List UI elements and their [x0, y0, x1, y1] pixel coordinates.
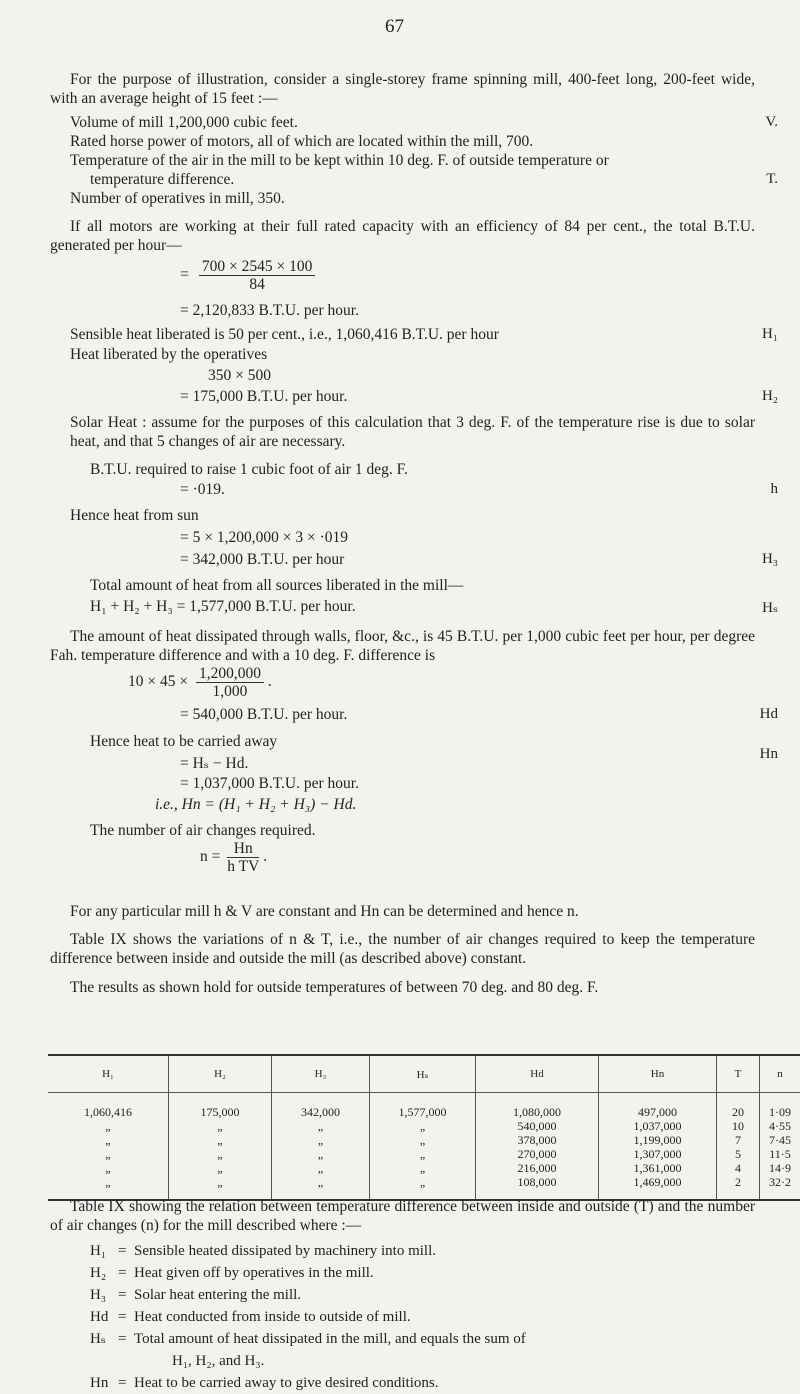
- param-temperature-line2: temperature difference.: [90, 171, 234, 189]
- operatives-result: = 175,000 B.T.U. per hour.: [180, 388, 347, 406]
- cell: 2: [717, 1175, 759, 1189]
- n-formula-suffix: .: [263, 848, 267, 865]
- calc-btu-numerator: 700 × 2545 × 100: [199, 258, 315, 276]
- param-operatives: Number of operatives in mill, 350.: [70, 190, 285, 208]
- total-heat-label: Total amount of heat from all sources liberated in the mill—: [90, 577, 463, 595]
- carry-away-step2: = 1,037,000 B.T.U. per hour.: [180, 775, 359, 793]
- definition-text: H₁, H₂, and H₃.: [134, 1350, 264, 1372]
- cell: 1,060,416: [48, 1105, 168, 1119]
- cell: 11·5: [760, 1147, 800, 1161]
- symbol-h2: H₂: [762, 388, 778, 405]
- definition-text: Heat conducted from inside to outside of mill.: [134, 1306, 411, 1328]
- cell: „: [370, 1119, 475, 1133]
- header-n: n: [760, 1055, 800, 1093]
- param-volume: Volume of mill 1,200,000 cubic feet.: [70, 114, 298, 132]
- definition-text: Sensible heated dissipated by machinery into mill.: [134, 1240, 436, 1262]
- page-number: 67: [385, 16, 404, 38]
- column-hd: [476, 1093, 599, 1201]
- sensible-heat-line: Sensible heat liberated is 50 per cent., i.e., 1,060,416 B.T.U. per hour: [70, 326, 499, 344]
- symbol-hn: Hn: [760, 746, 778, 763]
- n-formula: [200, 840, 267, 875]
- cell: „: [169, 1175, 271, 1189]
- definition-text: Heat to be carried away to give desired conditions.: [134, 1372, 438, 1394]
- cell: 7·45: [760, 1133, 800, 1147]
- cell: 1·09: [760, 1105, 800, 1119]
- cell: „: [48, 1119, 168, 1133]
- cell: 540,000: [476, 1119, 598, 1133]
- cell: „: [370, 1175, 475, 1189]
- cell: 20: [717, 1105, 759, 1119]
- definition-symbol: H₃: [90, 1284, 118, 1306]
- dissipation-calc-numerator: 1,200,000: [196, 665, 264, 683]
- cell: 4: [717, 1161, 759, 1175]
- symbol-hs: Hₛ: [762, 598, 778, 617]
- dissipation-calc: [128, 665, 272, 700]
- dissipation-paragraph: The amount of heat dissipated through walls, floor, &c., is 45 B.T.U. per 1,000 cubic feet per hour, per degree Fah. temperature difference and with a 10 deg. F. difference is: [50, 627, 755, 665]
- cell: 10: [717, 1119, 759, 1133]
- definition-row: H₃ = Solar heat entering the mill.: [90, 1284, 526, 1306]
- param-horse-power: Rated horse power of motors, all of which are located within the mill, 700.: [70, 133, 533, 151]
- cell: „: [272, 1175, 369, 1189]
- cell: 1,361,000: [599, 1161, 716, 1175]
- cell: 5: [717, 1147, 759, 1161]
- cell: 270,000: [476, 1147, 598, 1161]
- param-temperature-line1: Temperature of the air in the mill to be kept within 10 deg. F. of outside temperature or: [70, 152, 609, 170]
- cell: „: [169, 1133, 271, 1147]
- sun-heat-result: = 342,000 B.T.U. per hour: [180, 551, 344, 569]
- symbol-hd: Hd: [760, 706, 778, 723]
- cell: 342,000: [272, 1105, 369, 1119]
- n-formula-numerator: Hn: [227, 840, 259, 858]
- cell: „: [272, 1119, 369, 1133]
- cell: „: [48, 1147, 168, 1161]
- column-t: [717, 1093, 760, 1201]
- cell: „: [48, 1161, 168, 1175]
- cell: 32·2: [760, 1175, 800, 1189]
- operatives-calc: 350 × 500: [208, 367, 271, 385]
- cell: 216,000: [476, 1161, 598, 1175]
- dissipation-calc-denominator: 1,000: [196, 683, 264, 700]
- definition-symbol: Hn: [90, 1372, 118, 1394]
- cell: 1,469,000: [599, 1175, 716, 1189]
- dissipation-result: = 540,000 B.T.U. per hour.: [180, 706, 347, 724]
- results-paragraph: The results as shown hold for outside temperatures of between 70 deg. and 80 deg. F.: [50, 978, 755, 997]
- header-hd: Hd: [476, 1055, 599, 1093]
- definitions-list: [90, 1240, 526, 1394]
- sun-heat-calc: = 5 × 1,200,000 × 3 × ·019: [180, 529, 348, 547]
- definition-text: Heat given off by operatives in the mill.: [134, 1262, 374, 1284]
- dissipation-calc-suffix: .: [268, 673, 272, 690]
- symbol-t: T.: [766, 171, 778, 188]
- definition-symbol: Hd: [90, 1306, 118, 1328]
- table-header-row: [48, 1055, 800, 1093]
- cell: „: [48, 1133, 168, 1147]
- header-h1: H₁: [48, 1055, 169, 1093]
- air-changes-label: The number of air changes required.: [90, 822, 316, 840]
- definition-text: Total amount of heat dissipated in the mill, and equals the sum of: [134, 1328, 526, 1350]
- column-h3: [272, 1093, 370, 1201]
- definition-text: Solar heat entering the mill.: [134, 1284, 301, 1306]
- cell: 175,000: [169, 1105, 271, 1119]
- cell: 108,000: [476, 1175, 598, 1189]
- carry-away-step3: i.e., Hn = (H₁ + H₂ + H₃) − Hd.: [155, 796, 356, 814]
- cell: „: [272, 1133, 369, 1147]
- column-hn: [599, 1093, 717, 1201]
- cell: 1,307,000: [599, 1147, 716, 1161]
- cell: 1,080,000: [476, 1105, 598, 1119]
- cell: „: [272, 1161, 369, 1175]
- cell: „: [48, 1175, 168, 1189]
- n-formula-lhs: n =: [200, 848, 220, 865]
- header-t: T: [717, 1055, 760, 1093]
- header-hn: Hn: [599, 1055, 717, 1093]
- cell: „: [169, 1147, 271, 1161]
- definition-row: H₁ = Sensible heated dissipated by machinery into mill.: [90, 1240, 526, 1262]
- cell: 4·55: [760, 1119, 800, 1133]
- cell: „: [370, 1161, 475, 1175]
- cell: „: [169, 1161, 271, 1175]
- definition-row: [90, 1350, 526, 1372]
- symbol-h1: H₁: [762, 326, 778, 343]
- table-intro-paragraph: Table IX shows the variations of n & T, i.e., the number of air changes required to keep the temperature difference between inside and outside the mill (as described above) constant.: [50, 930, 755, 968]
- definition-symbol: [90, 1350, 118, 1372]
- cell: 7: [717, 1133, 759, 1147]
- cell: „: [169, 1119, 271, 1133]
- cell: 1,037,000: [599, 1119, 716, 1133]
- cell: „: [370, 1133, 475, 1147]
- header-hs: Hₛ: [370, 1055, 476, 1093]
- header-h3: H₃: [272, 1055, 370, 1093]
- definition-symbol: Hₛ: [90, 1328, 118, 1350]
- btu-raise-label: B.T.U. required to raise 1 cubic foot of air 1 deg. F.: [90, 461, 408, 479]
- symbol-h-small: h: [771, 481, 779, 498]
- column-h1: [48, 1093, 169, 1201]
- column-hs: [370, 1093, 476, 1201]
- definition-row: Hd = Heat conducted from inside to outside of mill.: [90, 1306, 526, 1328]
- table-body-row: [48, 1093, 800, 1201]
- header-h2: H₂: [169, 1055, 272, 1093]
- table-ix: [48, 1054, 800, 1201]
- btu-raise-value: = ·019.: [180, 481, 225, 499]
- constant-paragraph: For any particular mill h & V are constant and Hn can be determined and hence n.: [50, 902, 755, 921]
- calc-btu-fraction: = $\frac{700 \times 2545 \times 100}{84}$: [180, 258, 315, 293]
- motors-paragraph: If all motors are working at their full rated capacity with an efficiency of 84 per cent., the total B.T.U. generated per hour—: [50, 217, 755, 255]
- column-h2: [169, 1093, 272, 1201]
- cell: 497,000: [599, 1105, 716, 1119]
- calc-btu-result: = 2,120,833 B.T.U. per hour.: [180, 302, 359, 320]
- table-caption: Table IX showing the relation between temperature difference between inside and outside (T) and the number of air changes (n) for the mill described where :—: [50, 1197, 755, 1235]
- carry-away-step1: = Hₛ − Hd.: [180, 754, 248, 773]
- dissipation-calc-prefix: 10 × 45 ×: [128, 673, 188, 690]
- operatives-heat-label: Heat liberated by the operatives: [70, 346, 267, 364]
- cell: „: [370, 1147, 475, 1161]
- carry-away-label: Hence heat to be carried away: [90, 733, 277, 751]
- symbol-h3: H₃: [762, 551, 778, 568]
- definition-row: Hn = Heat to be carried away to give desired conditions.: [90, 1372, 526, 1394]
- total-heat-equation: H₁ + H₂ + H₃ = 1,577,000 B.T.U. per hour.: [90, 598, 356, 616]
- calc-btu-denominator: 84: [199, 276, 315, 293]
- cell: 14·9: [760, 1161, 800, 1175]
- intro-paragraph: For the purpose of illustration, consider a single-storey frame spinning mill, 400-feet long, 200-feet wide, with an average height of 15 feet :—: [50, 70, 755, 108]
- cell: 378,000: [476, 1133, 598, 1147]
- solar-heat-paragraph: Solar Heat : assume for the purposes of this calculation that 3 deg. F. of the temperature rise is due to solar heat, and that 5 changes of air are necessary.: [70, 413, 755, 451]
- n-formula-denominator: h TV: [227, 858, 259, 875]
- cell: „: [272, 1147, 369, 1161]
- definition-symbol: H₁: [90, 1240, 118, 1262]
- definition-symbol: H₂: [90, 1262, 118, 1284]
- column-n: [760, 1093, 800, 1201]
- cell: 1,577,000: [370, 1105, 475, 1119]
- cell: 1,199,000: [599, 1133, 716, 1147]
- symbol-v: V.: [765, 114, 778, 131]
- definition-row: Hₛ = Total amount of heat dissipated in the mill, and equals the sum of: [90, 1328, 526, 1350]
- sun-heat-label: Hence heat from sun: [70, 507, 199, 525]
- definition-row: H₂ = Heat given off by operatives in the mill.: [90, 1262, 526, 1284]
